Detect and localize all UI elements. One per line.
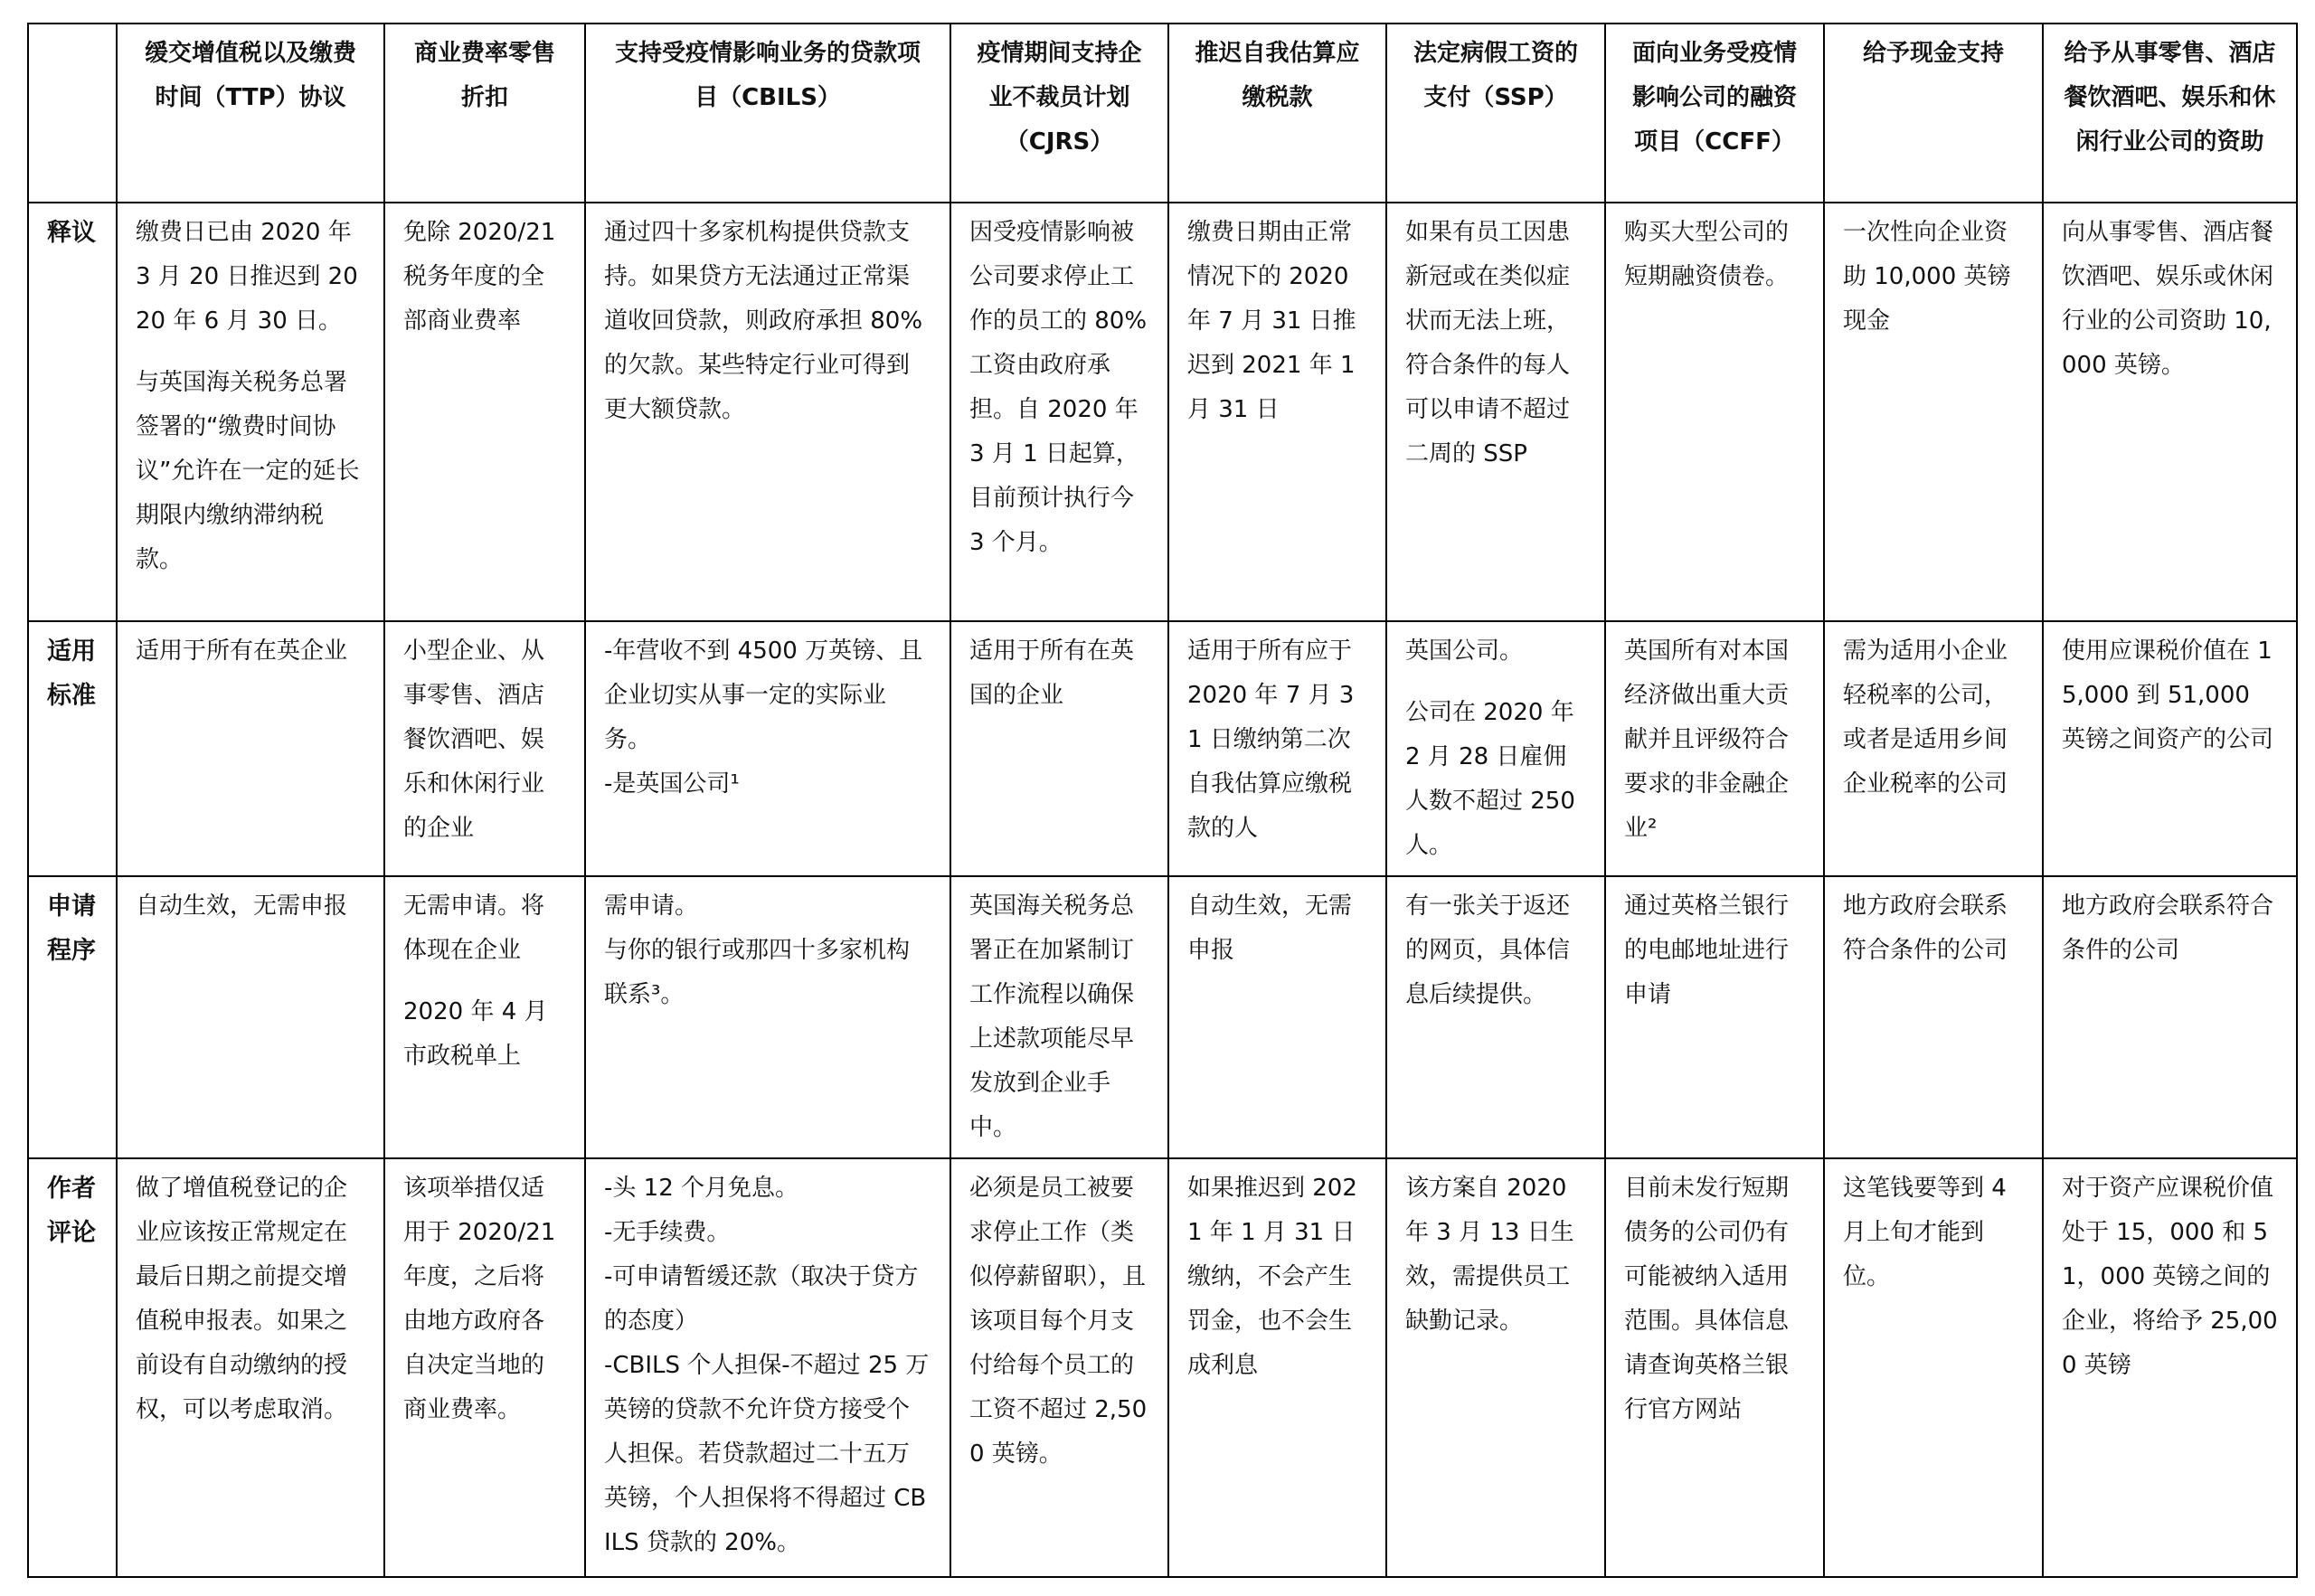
table-cell	[1168, 621, 1386, 876]
cell-paragraph: 适用于所有应于 2020 年 7 月 31 日缴纳第二次自我估算应缴税款的人	[1187, 637, 1355, 842]
table-cell	[2043, 203, 2297, 621]
table-cell	[585, 203, 950, 621]
table-cell	[585, 1158, 950, 1577]
table-cell	[117, 1158, 384, 1577]
row-header-cell: 适用标准	[28, 621, 117, 876]
table-cell	[384, 1158, 585, 1577]
cell-paragraph: 对于资产应课税价值处于 15，000 和 51，000 英镑之间的企业，将给予 25,000 英镑	[2062, 1175, 2278, 1379]
table-cell	[1168, 203, 1386, 621]
column-header: 面向业务受疫情影响公司的融资项目（CCFF）	[1605, 24, 1824, 203]
cell-paragraph: 购买大型公司的短期融资债卷。	[1624, 219, 1790, 290]
table-cell	[1605, 876, 1824, 1158]
cell-paragraph: 通过四十多家机构提供贷款支持。如果贷方无法通过正常渠道收回贷款，则政府承担 80% 的欠款。某些特定行业可得到更大额贷款。	[604, 219, 923, 423]
column-header: 支持受疫情影响业务的贷款项目（CBILS）	[585, 24, 950, 203]
table-cell	[1168, 1158, 1386, 1577]
cell-paragraph: 英国所有对本国经济做出重大贡献并且评级符合要求的非金融企业²	[1624, 637, 1790, 842]
table-cell	[950, 203, 1168, 621]
column-header: 缓交增值税以及缴费时间（TTP）协议	[117, 24, 384, 203]
cell-paragraph: 自动生效，无需申报	[136, 892, 348, 920]
table-cell	[950, 621, 1168, 876]
cell-paragraph: 适用于所有在英企业	[136, 637, 348, 665]
cell-paragraph: -头 12 个月免息。	[604, 1175, 798, 1202]
cell-paragraph: 小型企业、从事零售、酒店餐饮酒吧、娱乐和休闲行业的企业	[403, 637, 545, 842]
column-header: 给予从事零售、酒店餐饮酒吧、娱乐和休闲行业公司的资助	[2043, 24, 2297, 203]
cell-paragraph: 一次性向企业资助 10,000 英镑现金	[1843, 219, 2011, 335]
cell-paragraph: 做了增值税登记的企业应该按正常规定在最后日期之前提交增值税申报表。如果之前设有自动缴纳的授权，可以考虑取消。	[136, 1175, 348, 1423]
table-body	[28, 203, 2297, 1577]
cell-paragraph: 免除 2020/21 税务年度的全部商业费率	[403, 219, 556, 335]
table-cell	[117, 876, 384, 1158]
table-cell	[1605, 621, 1824, 876]
cell-paragraph: 2020 年 4 月市政税单上	[403, 998, 548, 1070]
cell-paragraph: 无需申请。将体现在企业	[403, 892, 545, 964]
cell-paragraph: -CBILS 个人担保-不超过 25 万英镑的贷款不允许贷方接受个人担保。若贷款超过二十五万英镑，个人担保将不得超过 CBILS 贷款的 20%。	[604, 1352, 930, 1556]
cell-paragraph: 必须是员工被要求停止工作（类似停薪留职），且该项目每个月支付给每个员工的工资不超过 2,500 英镑。	[969, 1175, 1148, 1468]
cell-paragraph: 向从事零售、酒店餐饮酒吧、娱乐或休闲行业的公司资助 10,000 英镑。	[2062, 219, 2274, 379]
table-cell	[1386, 621, 1605, 876]
cell-paragraph: 因受疫情影响被公司要求停止工作的员工的 80% 工资由政府承担。自 2020 年 3 月 1 日起算，目前预计执行今 3 个月。	[969, 219, 1148, 556]
cell-paragraph: 目前未发行短期债务的公司仍有可能被纳入适用范围。具体信息请查询英格兰银行官方网站	[1624, 1175, 1790, 1423]
cell-paragraph: 公司在 2020 年 2 月 28 日雇佣人数不超过 250 人。	[1405, 699, 1575, 859]
column-header: 给予现金支持	[1824, 24, 2043, 203]
table-cell	[1386, 876, 1605, 1158]
table-cell	[1168, 876, 1386, 1158]
cell-paragraph: 如果有员工因患新冠或在类似症状而无法上班，符合条件的每人可以申请不超过二周的 SSP	[1405, 219, 1571, 467]
cell-paragraph: 英国海关税务总署正在加紧制订工作流程以确保上述款项能尽早发放到企业手中。	[969, 892, 1135, 1141]
cell-paragraph: -可申请暂缓还款（取决于贷方的态度）	[604, 1263, 919, 1335]
cell-paragraph: -是英国公司¹	[604, 770, 740, 798]
table-cell	[117, 203, 384, 621]
column-header: 疫情期间支持企业不裁员计划（CJRS）	[950, 24, 1168, 203]
table-cell	[2043, 1158, 2297, 1577]
table-row	[28, 876, 2297, 1158]
cell-paragraph: 适用于所有在英国的企业	[969, 637, 1135, 709]
row-header-cell: 申请程序	[28, 876, 117, 1158]
cell-paragraph: 自动生效，无需申报	[1187, 892, 1353, 964]
table-cell	[1386, 1158, 1605, 1577]
table-row	[28, 203, 2297, 621]
cell-paragraph: 地方政府会联系符合条件的公司	[1843, 892, 2008, 964]
cell-paragraph: -年营收不到 4500 万英镑、且企业切实从事一定的实际业务。	[604, 637, 923, 753]
table-cell	[384, 203, 585, 621]
table-cell	[1605, 203, 1824, 621]
column-header: 推迟自我估算应缴税款	[1168, 24, 1386, 203]
table-row	[28, 621, 2297, 876]
table-cell	[585, 876, 950, 1158]
table-cell	[2043, 621, 2297, 876]
policy-table	[27, 23, 2298, 1578]
cell-paragraph: 与你的银行或那四十多家机构联系³。	[604, 937, 911, 1008]
cell-paragraph: 如果推迟到 2021 年 1 月 31 日缴纳，不会产生罚金，也不会生成利息	[1187, 1175, 1357, 1379]
table-cell	[1824, 203, 2043, 621]
cell-paragraph: 缴费日期由正常情况下的 2020 年 7 月 31 日推迟到 2021 年 1 月 31 日	[1187, 219, 1356, 423]
row-header-cell: 作者评论	[28, 1158, 117, 1577]
cell-paragraph: 通过英格兰银行的电邮地址进行申请	[1624, 892, 1790, 1008]
cell-paragraph: 该项举措仅适用于 2020/21 年度，之后将由地方政府各自决定当地的商业费率。	[403, 1175, 556, 1423]
table-cell	[1386, 203, 1605, 621]
header-row	[28, 24, 2297, 203]
table-cell	[117, 621, 384, 876]
table-cell	[2043, 876, 2297, 1158]
column-header: 法定病假工资的支付（SSP）	[1386, 24, 1605, 203]
table-cell	[950, 876, 1168, 1158]
table-cell	[384, 876, 585, 1158]
table-cell	[1824, 876, 2043, 1158]
table-cell	[1824, 1158, 2043, 1577]
cell-paragraph: 英国公司。	[1405, 637, 1524, 665]
cell-paragraph: -无手续费。	[604, 1219, 731, 1246]
table-cell	[1605, 1158, 1824, 1577]
table-cell	[950, 1158, 1168, 1577]
cell-paragraph: 与英国海关税务总署签署的“缴费时间协议”允许在一定的延长期限内缴纳滞纳税款。	[136, 369, 360, 573]
cell-paragraph: 该方案自 2020 年 3 月 13 日生效，需提供员工缺勤记录。	[1405, 1175, 1574, 1335]
cell-paragraph: 需申请。	[604, 892, 699, 920]
cell-paragraph: 缴费日已由 2020 年 3 月 20 日推迟到 2020 年 6 月 30 日。	[136, 219, 358, 335]
cell-paragraph: 地方政府会联系符合条件的公司	[2062, 892, 2274, 964]
row-header-cell: 释议	[28, 203, 117, 621]
table-cell	[585, 621, 950, 876]
table-row	[28, 1158, 2297, 1577]
table-cell	[1824, 621, 2043, 876]
column-header: 商业费率零售折扣	[384, 24, 585, 203]
cell-paragraph: 需为适用小企业轻税率的公司，或者是适用乡间企业税率的公司	[1843, 637, 2008, 798]
cell-paragraph: 使用应课税价值在 15,000 到 51,000 英镑之间资产的公司	[2062, 637, 2274, 753]
table-cell	[384, 621, 585, 876]
cell-paragraph: 这笔钱要等到 4 月上旬才能到位。	[1843, 1175, 2007, 1290]
cell-paragraph: 有一张关于返还的网页，具体信息后续提供。	[1405, 892, 1571, 1008]
corner-header-cell	[28, 24, 117, 203]
